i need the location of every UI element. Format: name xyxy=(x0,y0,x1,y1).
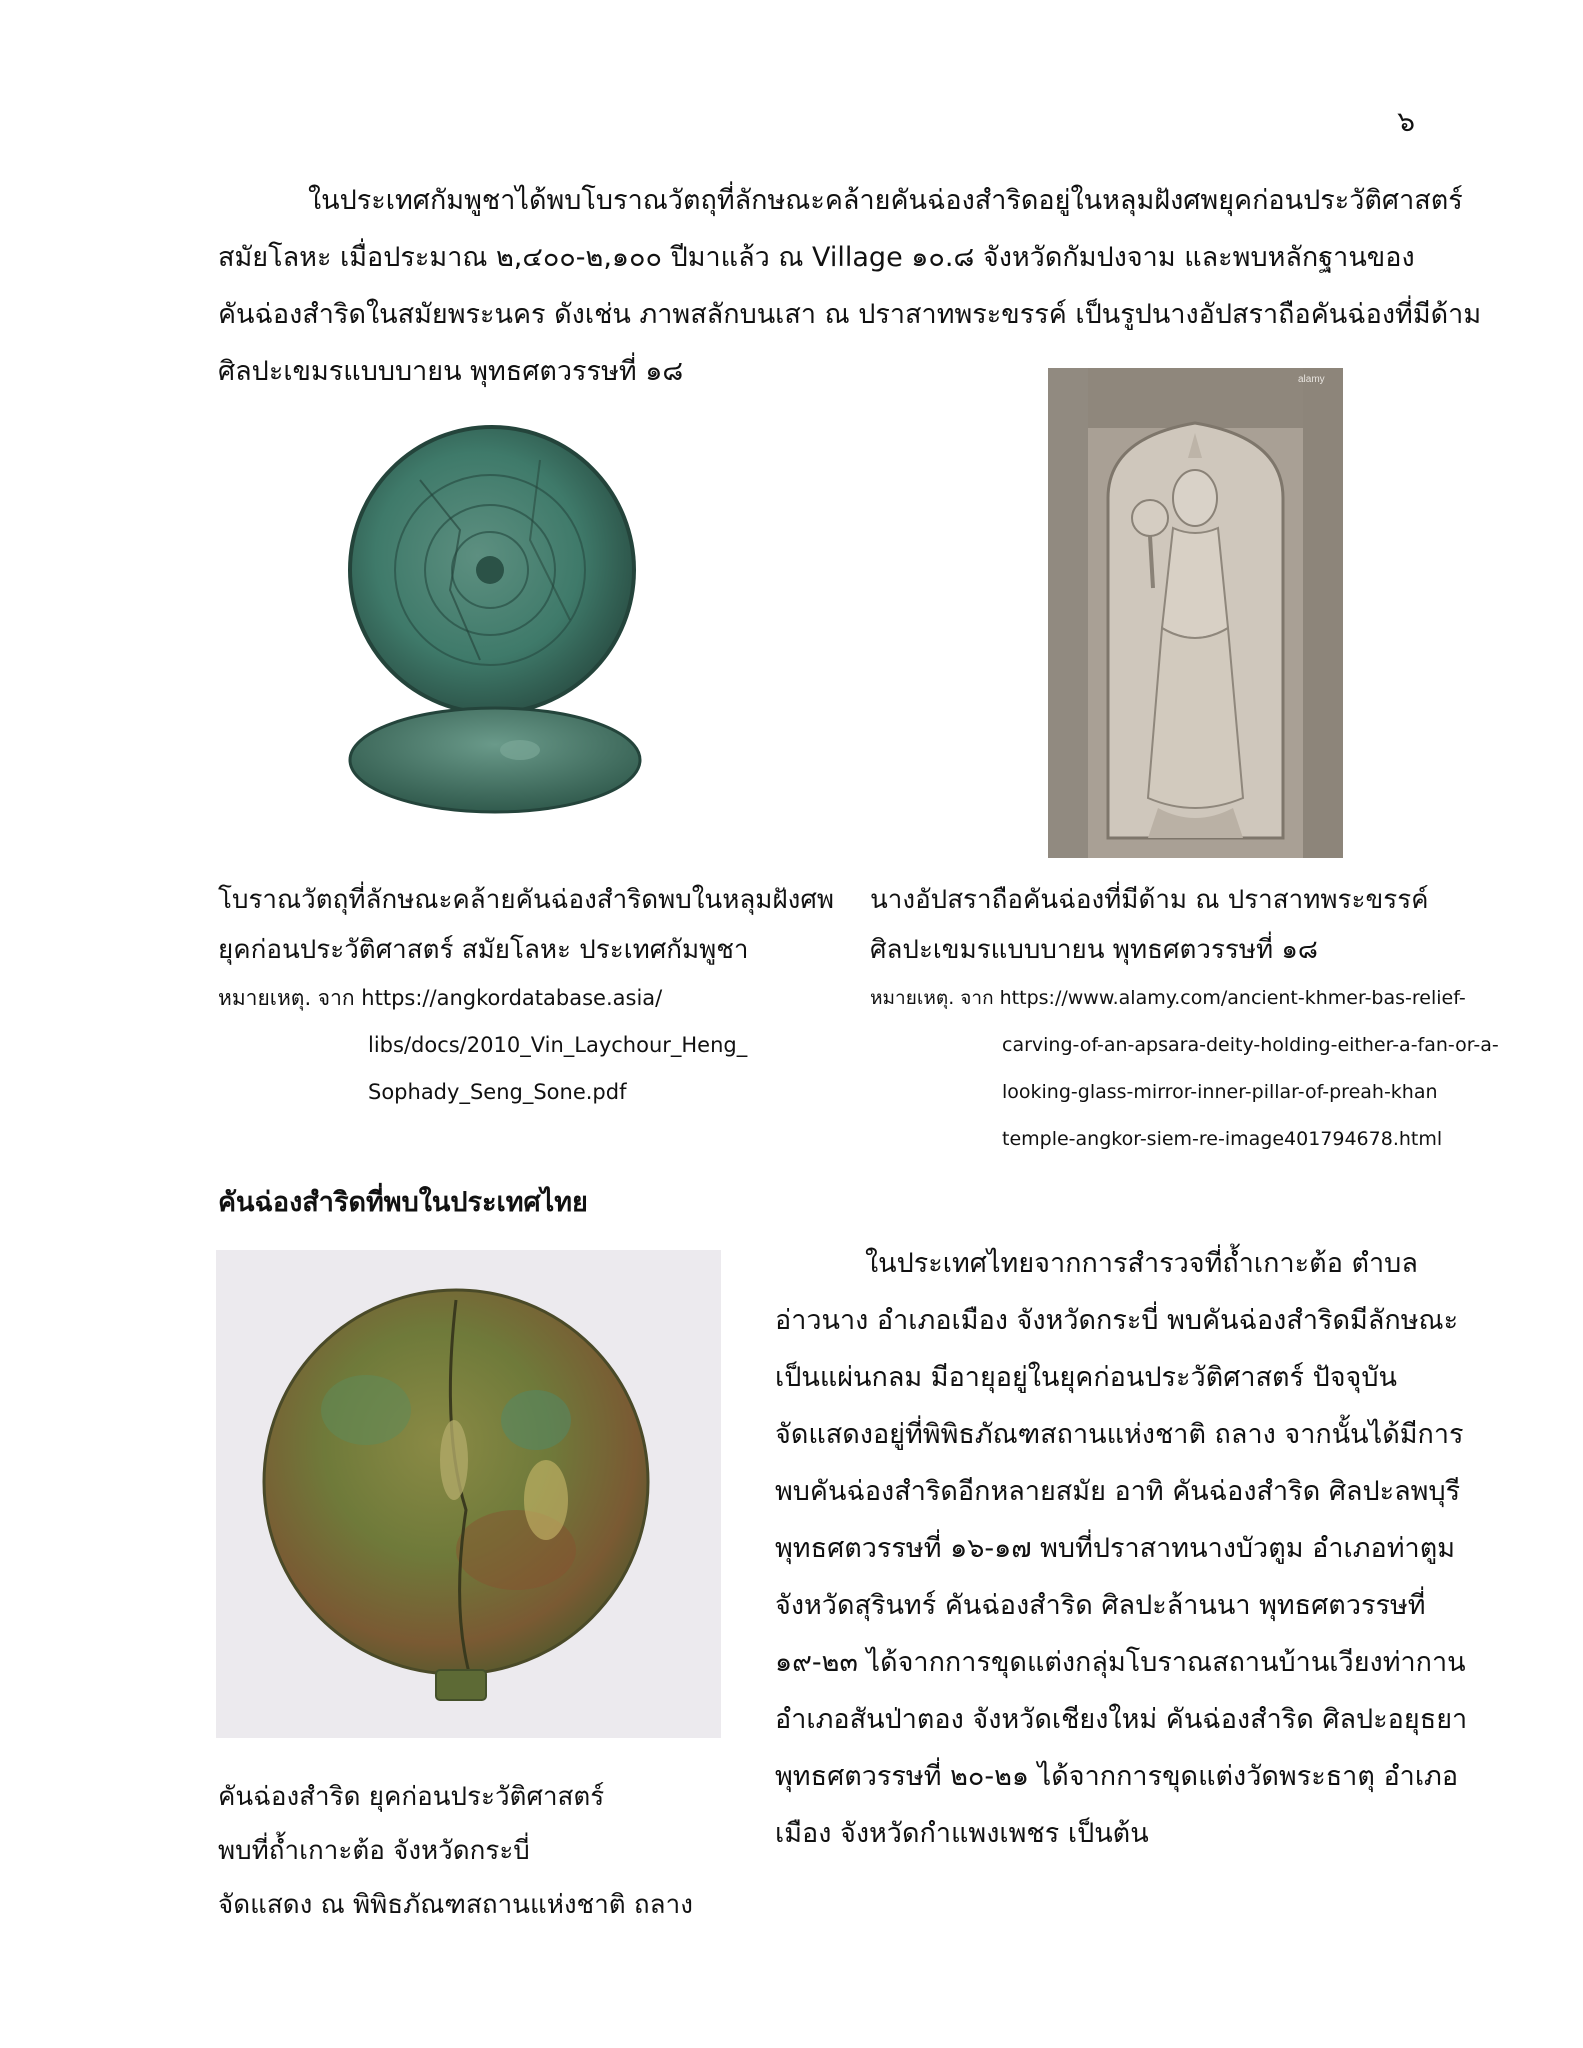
intro-line: คันฉ่องสำริดในสมัยพระนคร ดังเช่น ภาพสลักบนเสา ณ ปราสาทพระขรรค์ เป็นรูปนางอัปสราถือคันฉ่องที่มีด้าม xyxy=(218,299,1482,330)
thailand-paragraph xyxy=(775,1235,1468,1862)
figure2-caption-block xyxy=(870,875,1499,1163)
bronze-mirror-illustration xyxy=(216,1250,721,1738)
figure1-note-link-cont[interactable]: Sophady_Seng_Sone.pdf xyxy=(368,1080,627,1104)
section-heading: คันฉ่องสำริดที่พบในประเทศไทย xyxy=(218,1187,588,1218)
figure3-caption-line: พบที่ถ้ำเกาะต้อ จังหวัดกระบี่ xyxy=(218,1836,530,1866)
figure1-note-link[interactable]: https://angkordatabase.asia/ xyxy=(361,986,663,1010)
thailand-line: อ่าวนาง อำเภอเมือง จังหวัดกระบี่ พบคันฉ่องสำริดมีลักษณะ xyxy=(775,1305,1459,1336)
figure1-caption-line: โบราณวัตถุที่ลักษณะคล้ายคันฉ่องสำริดพบในหลุมฝังศพ xyxy=(218,885,834,915)
figure2-note-link-cont[interactable]: temple-angkor-siem-re-image401794678.html xyxy=(1002,1128,1443,1150)
apsara-relief-illustration xyxy=(1048,368,1343,858)
figure1-note-prefix: หมายเหตุ. จาก xyxy=(218,986,355,1010)
apsara-relief-image xyxy=(1048,368,1343,858)
intro-line: ศิลปะเขมรแบบบายน พุทธศตวรรษที่ ๑๘ xyxy=(218,356,684,387)
figure1-note xyxy=(218,975,834,1022)
figure1-caption-block xyxy=(218,875,834,1116)
figure3-caption-line: จัดแสดง ณ พิพิธภัณฑสถานแห่งชาติ ถลาง xyxy=(218,1890,693,1920)
intro-paragraph xyxy=(218,172,1482,400)
thailand-line: พบคันฉ่องสำริดอีกหลายสมัย อาทิ คันฉ่องสำริด ศิลปะลพบุรี xyxy=(775,1476,1461,1507)
figure2-caption-line: ศิลปะเขมรแบบบายน พุทธศตวรรษที่ ๑๘ xyxy=(870,935,1318,965)
thailand-line: จังหวัดสุรินทร์ คันฉ่องสำริด ศิลปะล้านนา พุทธศตวรรษที่ xyxy=(775,1590,1426,1621)
thailand-line: พุทธศตวรรษที่ ๒๐-๒๑ ได้จากการขุดแต่งวัดพระธาตุ อำเภอ xyxy=(775,1761,1459,1792)
figure2-note-link-cont[interactable]: carving-of-an-apsara-deity-holding-either-a-fan-or-a- xyxy=(1002,1034,1499,1056)
figure1-note-link-cont[interactable]: libs/docs/2010_Vin_Laychour_Heng_ xyxy=(368,1033,748,1057)
figure1-caption-line: ยุคก่อนประวัติศาสตร์ สมัยโลหะ ประเทศกัมพูชา xyxy=(218,935,749,965)
bronze-disc-illustration xyxy=(340,420,650,825)
thailand-line: เป็นแผ่นกลม มีอายุอยู่ในยุคก่อนประวัติศาสตร์ ปัจจุบัน xyxy=(775,1362,1397,1393)
thailand-line: เมือง จังหวัดกำแพงเพชร เป็นต้น xyxy=(775,1818,1149,1849)
intro-line: ในประเทศกัมพูชาได้พบโบราณวัตถุที่ลักษณะคล้ายคันฉ่องสำริดอยู่ในหลุมฝังศพยุคก่อนประวัติศาสตร์ xyxy=(308,185,1463,216)
thailand-line: ในประเทศไทยจากการสำรวจที่ถ้ำเกาะต้อ ตำบล xyxy=(865,1248,1418,1279)
watermark-text: alamy xyxy=(1298,374,1325,385)
thai-mirror-image xyxy=(216,1250,721,1738)
thailand-line: อำเภอสันป่าตอง จังหวัดเชียงใหม่ คันฉ่องสำริด ศิลปะอยุธยา xyxy=(775,1704,1468,1735)
figure2-note xyxy=(870,975,1499,1022)
figure2-caption-line: นางอัปสราถือคันฉ่องที่มีด้าม ณ ปราสาทพระขรรค์ xyxy=(870,885,1429,915)
page-number: ๖ xyxy=(1397,105,1415,138)
figure2-note-link[interactable]: https://www.alamy.com/ancient-khmer-bas-relief- xyxy=(999,987,1466,1009)
figure3-caption-line: คันฉ่องสำริด ยุคก่อนประวัติศาสตร์ xyxy=(218,1782,605,1812)
figure3-caption-block xyxy=(218,1770,693,1932)
thailand-line: ๑๙-๒๓ ได้จากการขุดแต่งกลุ่มโบราณสถานบ้านเวียงท่ากาน xyxy=(775,1647,1466,1678)
intro-line: สมัยโลหะ เมื่อประมาณ ๒,๔๐๐-๒,๑๐๐ ปีมาแล้ว ณ Village ๑๐.๘ จังหวัดกัมปงจาม และพบหลักฐานของ xyxy=(218,242,1415,273)
thailand-line: จัดแสดงอยู่ที่พิพิธภัณฑสถานแห่งชาติ ถลาง จากนั้นได้มีการ xyxy=(775,1419,1464,1450)
figure2-note-prefix: หมายเหตุ. จาก xyxy=(870,987,994,1009)
figure2-note-link-cont[interactable]: looking-glass-mirror-inner-pillar-of-preah-khan xyxy=(1002,1081,1438,1103)
thailand-line: พุทธศตวรรษที่ ๑๖-๑๗ พบที่ปราสาทนางบัวตูม อำเภอท่าตูม xyxy=(775,1533,1456,1564)
cambodia-artifact-image xyxy=(340,420,650,825)
